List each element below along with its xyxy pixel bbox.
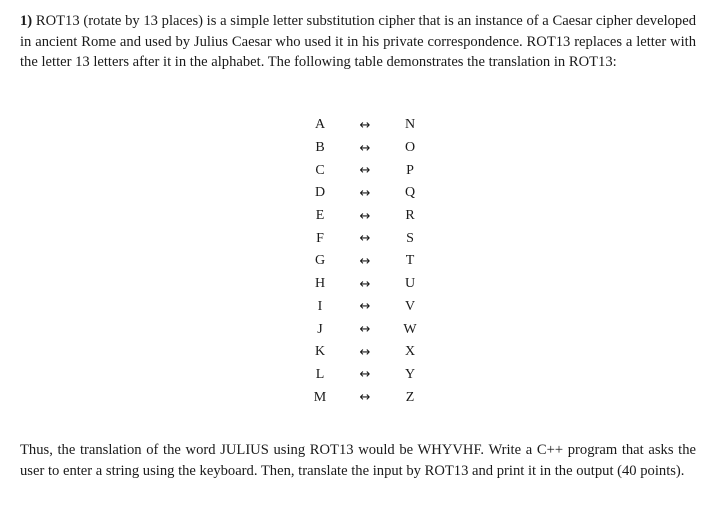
plain-letter: K (314, 344, 326, 360)
double-arrow-icon: ↔ (359, 117, 371, 133)
rot13-row (300, 137, 430, 160)
cipher-letter: R (405, 208, 415, 224)
question-intro-text: ROT13 (rotate by 13 places) is a simple letter substitution cipher that is an instance of a Caesar cipher developed in ancient Rome and used by Julius Caesar who used it in his private correspondence. ROT13 replaces a letter with the letter 13 letters after it in the alphabet. The following table demonstrates the translation in ROT13: (20, 13, 696, 70)
cipher-letter: N (404, 117, 416, 133)
rot13-row (300, 296, 430, 319)
plain-letter: B (315, 140, 325, 156)
cipher-letter: T (405, 253, 415, 269)
cipher-letter: Q (404, 185, 416, 201)
rot13-row (300, 341, 430, 364)
cipher-letter: X (404, 344, 416, 360)
double-arrow-icon: ↔ (359, 276, 371, 292)
double-arrow-icon: ↔ (359, 185, 371, 201)
plain-letter: I (317, 298, 323, 314)
plain-letter: G (314, 253, 326, 269)
cipher-letter: O (404, 140, 416, 156)
double-arrow-icon: ↔ (359, 367, 371, 383)
cipher-letter: W (403, 321, 417, 337)
rot13-table (300, 114, 430, 409)
rot13-row (300, 114, 430, 137)
plain-letter: A (314, 117, 326, 133)
question-number: 1) (20, 13, 33, 29)
rot13-row (300, 364, 430, 387)
plain-letter: E (315, 208, 325, 224)
cipher-letter: P (406, 162, 414, 178)
double-arrow-icon: ↔ (359, 344, 371, 360)
double-arrow-icon: ↔ (359, 208, 371, 224)
double-arrow-icon: ↔ (359, 253, 371, 269)
plain-letter: H (314, 276, 326, 292)
plain-letter: M (313, 389, 327, 405)
rot13-row (300, 205, 430, 228)
rot13-row (300, 273, 430, 296)
rot13-row (300, 227, 430, 250)
rot13-table-body (300, 114, 430, 409)
cipher-letter: U (404, 276, 416, 292)
plain-letter: J (317, 321, 323, 337)
plain-letter: L (315, 366, 325, 382)
double-arrow-icon: ↔ (359, 390, 371, 406)
cipher-letter: Y (404, 366, 416, 382)
cipher-letter: Z (405, 389, 415, 405)
cipher-letter: S (406, 230, 414, 246)
plain-letter: F (316, 230, 324, 246)
plain-letter: C (315, 162, 325, 178)
double-arrow-icon: ↔ (359, 322, 371, 338)
double-arrow-icon: ↔ (359, 163, 371, 179)
rot13-row (300, 250, 430, 273)
double-arrow-icon: ↔ (359, 231, 371, 247)
double-arrow-icon: ↔ (359, 140, 371, 156)
double-arrow-icon: ↔ (359, 299, 371, 315)
rot13-row (300, 182, 430, 205)
plain-letter: D (314, 185, 326, 201)
rot13-row (300, 318, 430, 341)
rot13-row (300, 386, 430, 409)
question-intro (20, 11, 696, 73)
cipher-letter: V (404, 298, 416, 314)
question-task: Thus, the translation of the word JULIUS using ROT13 would be WHYVHF. Write a C++ program that asks the user to enter a string using the keyboard. Then, translate the input by ROT13 and print it in the output (40 points). (20, 442, 696, 479)
rot13-row (300, 159, 430, 182)
